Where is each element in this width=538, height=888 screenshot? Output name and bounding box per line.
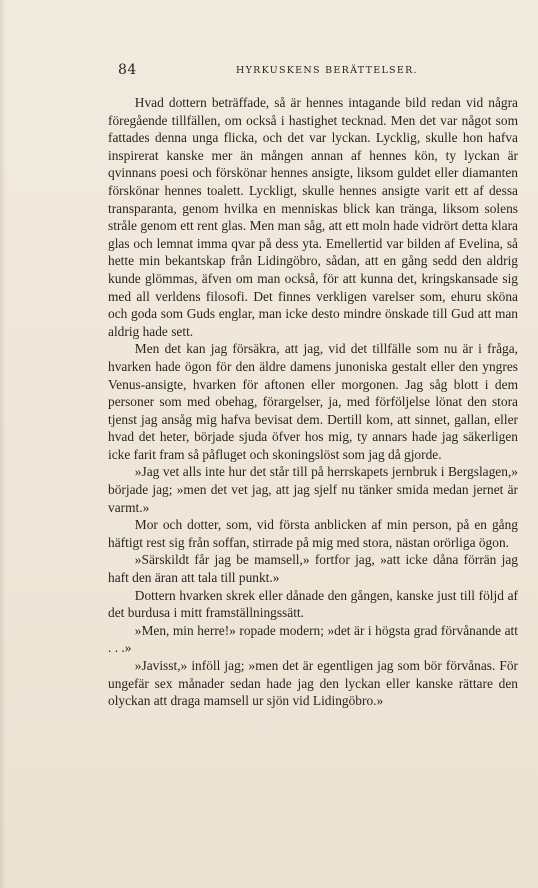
paragraph: »Men, min herre!» ropade modern; »det är i högsta grad förvånande att . . .» xyxy=(108,622,518,656)
paragraph: Mor och dotter, som, vid första anblicken af min person, på en gång häftigt rest sig från soffan, stirrade på mig med stora, nästan orörliga ögon. xyxy=(108,517,518,550)
page-edge-shadow xyxy=(0,0,6,888)
paragraph: Dottern hvarken skrek eller dånade den gången, kanske just till följd af det burdusa i mitt framställningssätt. xyxy=(108,587,518,621)
paragraph: »Javisst,» inföll jag; »men det är egentligen jag som bör förvånas. För ungefär sex månader sedan hade jag den lyckan eller kanske rättare den olyckan att draga mamsell ur sjön vid Lidingöbro.» xyxy=(108,658,518,709)
page-header xyxy=(108,62,486,80)
paragraph: »Särskildt får jag be mamsell,» fortfor jag, »att icke dåna förrän jag haft den äran att tala till punkt.» xyxy=(108,552,518,586)
paragraph: Men det kan jag försäkra, att jag, vid det tillfälle som nu är i fråga, hvarken hade ögon för den äldre damens junoniska gestalt eller den yngres Venus-ansigte, hvarken för aftonen eller morgonen. Jag såg blott i dem personer som med obehag, förargelser, ja, med förföljelse lönat den stora tjenst jag ansåg mig hafva bevisat dem. Dertill kom, att sinnet, gallan, eller hvad det heter, började sjuda öfver hos mig, ty annars hade jag säkerligen icke farit fram så påfluget och skoningslöst som jag då gjorde. xyxy=(108,341,518,462)
page-number: 84 xyxy=(118,62,137,78)
paragraph: Hvad dottern beträffade, så är hennes intagande bild redan vid några föregående tillfällen, om också i hastighet tecknad. Men det var något som fattades denna unga flicka, och det var lyckan. Lycklig, skulle hon hafva inspirerat kanske mer än mången annan af hennes kön, ty lyckan är qvinnans poesi och förskönar hennes ansigte, liksom guldet eller diamanten förskönar hennes toalett. Lyckligt, skulle hennes ansigte varit ett af dessa transparanta, genom hvilka en menniskas blick kan tränga, liksom solens stråle genom ett rent glas. Men man såg, att ett moln hade vidrört detta klara glas och lemnat imma qvar på dess yta. Emellertid var bilden af Evelina, så hette min bekantskap från Lidingöbro, sådan, att en gång sedd den aldrig kunde glömmas, äfven om man också, för att kunna det, kringskansade sig med all verldens filosofi. Det finnes verkligen varelser som, ehuru sköna och goda som Guds englar, man icke desto mindre önskade till Gud att man aldrig hade sett. xyxy=(108,95,518,339)
body-text xyxy=(108,94,518,710)
paragraph: »Jag vet alls inte hur det står till på herrskapets jernbruk i Bergslagen,» började jag; »men det vet jag, att jag sjelf nu tänker smida medan jernet är varmt.» xyxy=(108,464,518,515)
running-head: HYRKUSKENS BERÄTTELSER. xyxy=(236,65,418,76)
